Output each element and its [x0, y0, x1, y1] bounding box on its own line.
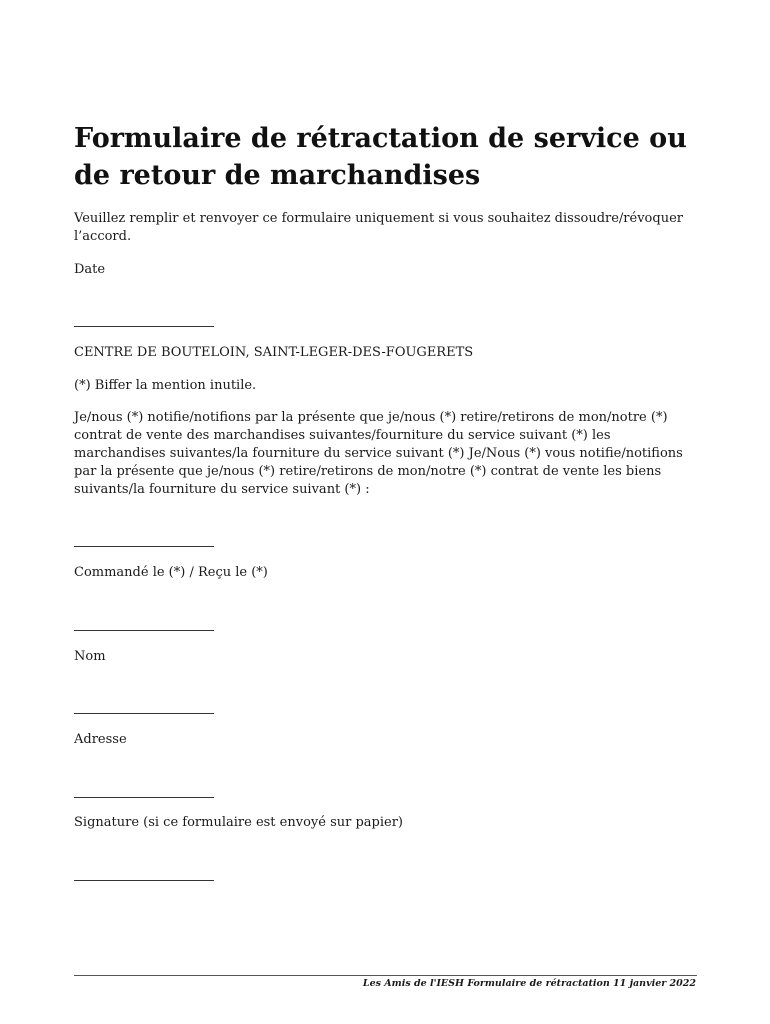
address-label: Adresse	[74, 732, 127, 747]
note-text: (*) Biffer la mention inutile.	[74, 378, 257, 393]
intro-text: Veuillez remplir et renvoyer ce formulaire uniquement si vous souhaitez dissoudre/révoquer l’accord.	[74, 211, 683, 244]
ordered-label: Commandé le (*) / Reçu le (*)	[74, 565, 268, 580]
statement-text: Je/nous (*) notifie/notifions par la présente que je/nous (*) retire/retirons de mon/notre (*) contrat de vente des marchandises suivantes/fourniture du service suivant (*) les marchandises suivantes/la fourniture du service suivant (*) Je/Nous (*) vous notifie/notifions par la présente que je/nous (*) retire/retirons de mon/notre (*) contrat de vente les biens suivants/la fourniture du service suivant (*) :	[74, 410, 683, 497]
ordered-line	[74, 630, 214, 631]
footer-divider	[74, 975, 697, 976]
goods-line	[74, 546, 214, 547]
recipient-text: CENTRE DE BOUTELOIN, SAINT-LEGER-DES-FOUGERETS	[74, 345, 474, 360]
signature-line	[74, 880, 214, 881]
date-label: Date	[74, 262, 106, 277]
address-line	[74, 797, 214, 798]
signature-label: Signature (si ce formulaire est envoyé sur papier)	[74, 815, 403, 830]
page-title: Formulaire de rétractation de service ou de retour de marchandises	[74, 123, 687, 191]
name-line	[74, 713, 214, 714]
name-label: Nom	[74, 649, 106, 664]
date-line	[74, 326, 214, 327]
footer-text: Les Amis de l'IESH Formulaire de rétractation 11 janvier 2022	[362, 978, 696, 989]
